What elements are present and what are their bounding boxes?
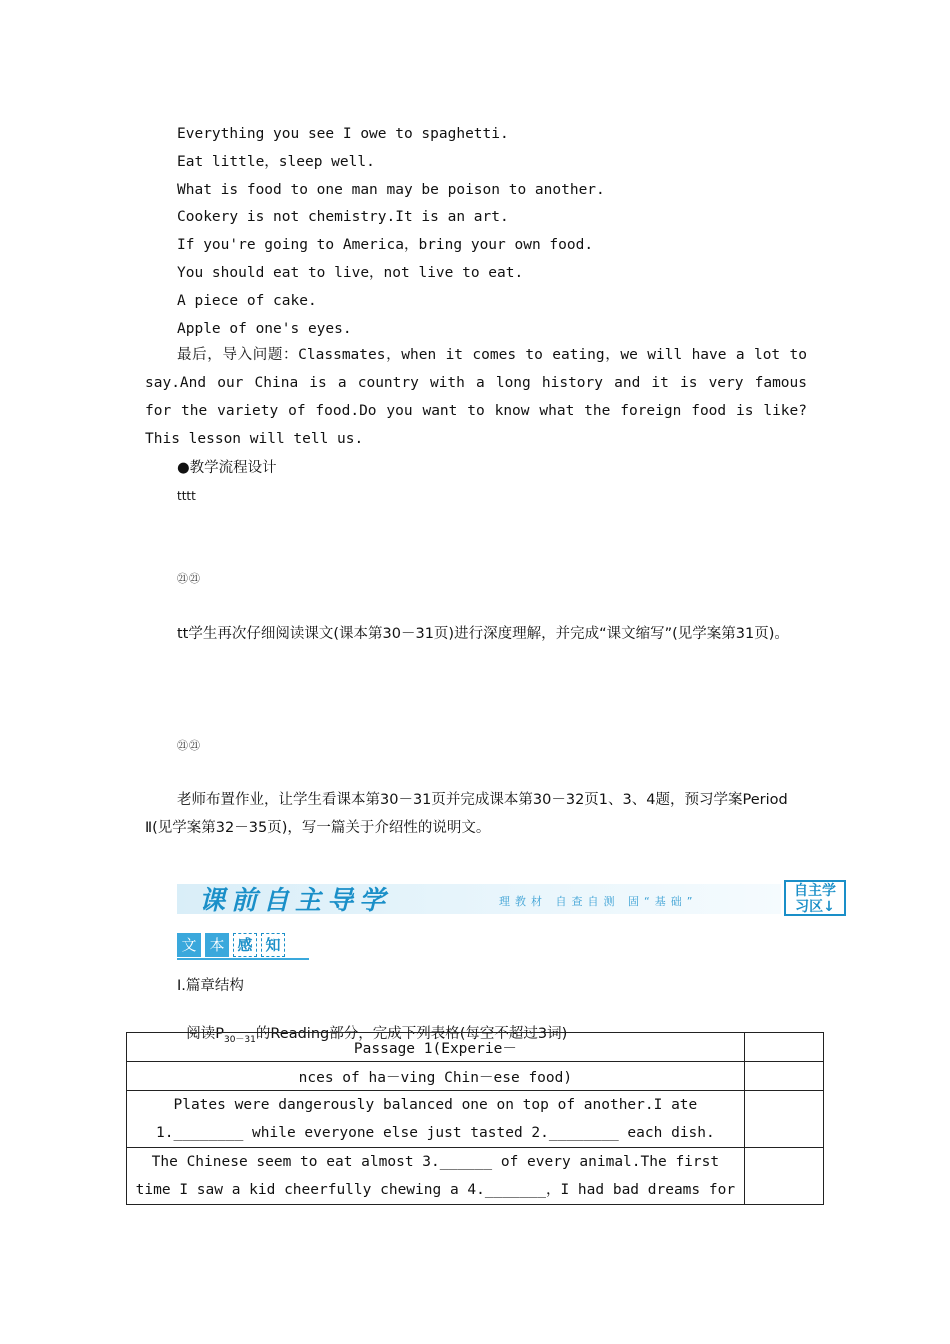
quote-7: A piece of cake. (177, 293, 317, 309)
quote-2: Eat little，sleep well. (177, 154, 375, 170)
section-tag-char-1: 文 (177, 933, 201, 957)
self-study-line-2: 习区↓ (795, 899, 835, 915)
banner-subtitle: 理教材 自查自测 固“基础” (499, 895, 698, 908)
answer-cell (744, 1148, 823, 1205)
section-tag-underline (177, 958, 309, 960)
answer-cell (744, 1033, 823, 1062)
answer-cell (744, 1062, 823, 1091)
table-cell: The Chinese seem to eat almost 3.______ of every animal.The first time I saw a kid cheerfully chewing a 4._______，I had bad dreams for (127, 1148, 745, 1205)
structure-table (126, 1032, 824, 1205)
flow-placeholder: tttt (177, 489, 196, 503)
section-tag (177, 932, 289, 958)
step-paragraph-1: tt学生再次仔细阅读课文(课本第30－31页)进行深度理解，并完成“课文缩写”(见学案第31页)。 (177, 626, 789, 642)
self-study-line-1: 自主学 (794, 883, 836, 899)
part-title: Ⅰ.篇章结构 (177, 978, 244, 994)
section-tag-char-2: 本 (205, 933, 229, 957)
section-tag-char-4: 知 (261, 933, 285, 957)
table-cell: Plates were dangerously balanced one on top of another.I ate 1.________ while everyone else just tasted 2.________ each dish. (127, 1091, 745, 1148)
flow-heading: ●教学流程设计 (177, 460, 277, 476)
instruction-pre: 阅读P (186, 1026, 224, 1042)
quote-4: Cookery is not chemistry.It is an art. (177, 209, 509, 225)
table-row (127, 1062, 824, 1091)
step-marker-2: ㉑㉑ (177, 739, 201, 752)
quote-1: Everything you see I owe to spaghetti. (177, 126, 509, 142)
step-paragraph-2: 老师布置作业，让学生看课本第30－31页并完成课本第30－32页1、3、4题，预习学案Period Ⅱ(见学案第32－35页)，写一篇关于介绍性的说明文。 (145, 792, 788, 836)
instruction-sub: 30－31 (223, 1034, 256, 1045)
quote-6: You should eat to live，not live to eat. (177, 265, 524, 281)
table-row (127, 1033, 824, 1062)
table-row (127, 1091, 824, 1148)
quote-3: What is food to one man may be poison to another. (177, 182, 605, 198)
intro-paragraph: 最后，导入问题：Classmates，when it comes to eating，we will have a lot to say.And our China is a country with a long history and it is very famous for the variety of food.Do you want to know what the foreign food is like? This lesson will tell us. (145, 347, 807, 447)
banner-title: 课前自主导学 (199, 886, 392, 916)
section-tag-char-3: 感 (233, 933, 257, 957)
answer-cell (744, 1091, 823, 1148)
step-marker-1: ㉑㉑ (177, 572, 201, 585)
section-banner (177, 880, 849, 920)
quote-5: If you're going to America，bring your own food. (177, 237, 594, 253)
instruction-post: 的Reading部分，完成下列表格(每空不超过3词) (255, 1026, 568, 1042)
table-cell: nces of ha－ving Chin－ese food) (127, 1062, 745, 1091)
quote-8: Apple of one's eyes. (177, 321, 352, 337)
self-study-box (784, 880, 846, 916)
table-row (127, 1148, 824, 1205)
table-cell: Passage 1(Experie－ (127, 1033, 745, 1062)
